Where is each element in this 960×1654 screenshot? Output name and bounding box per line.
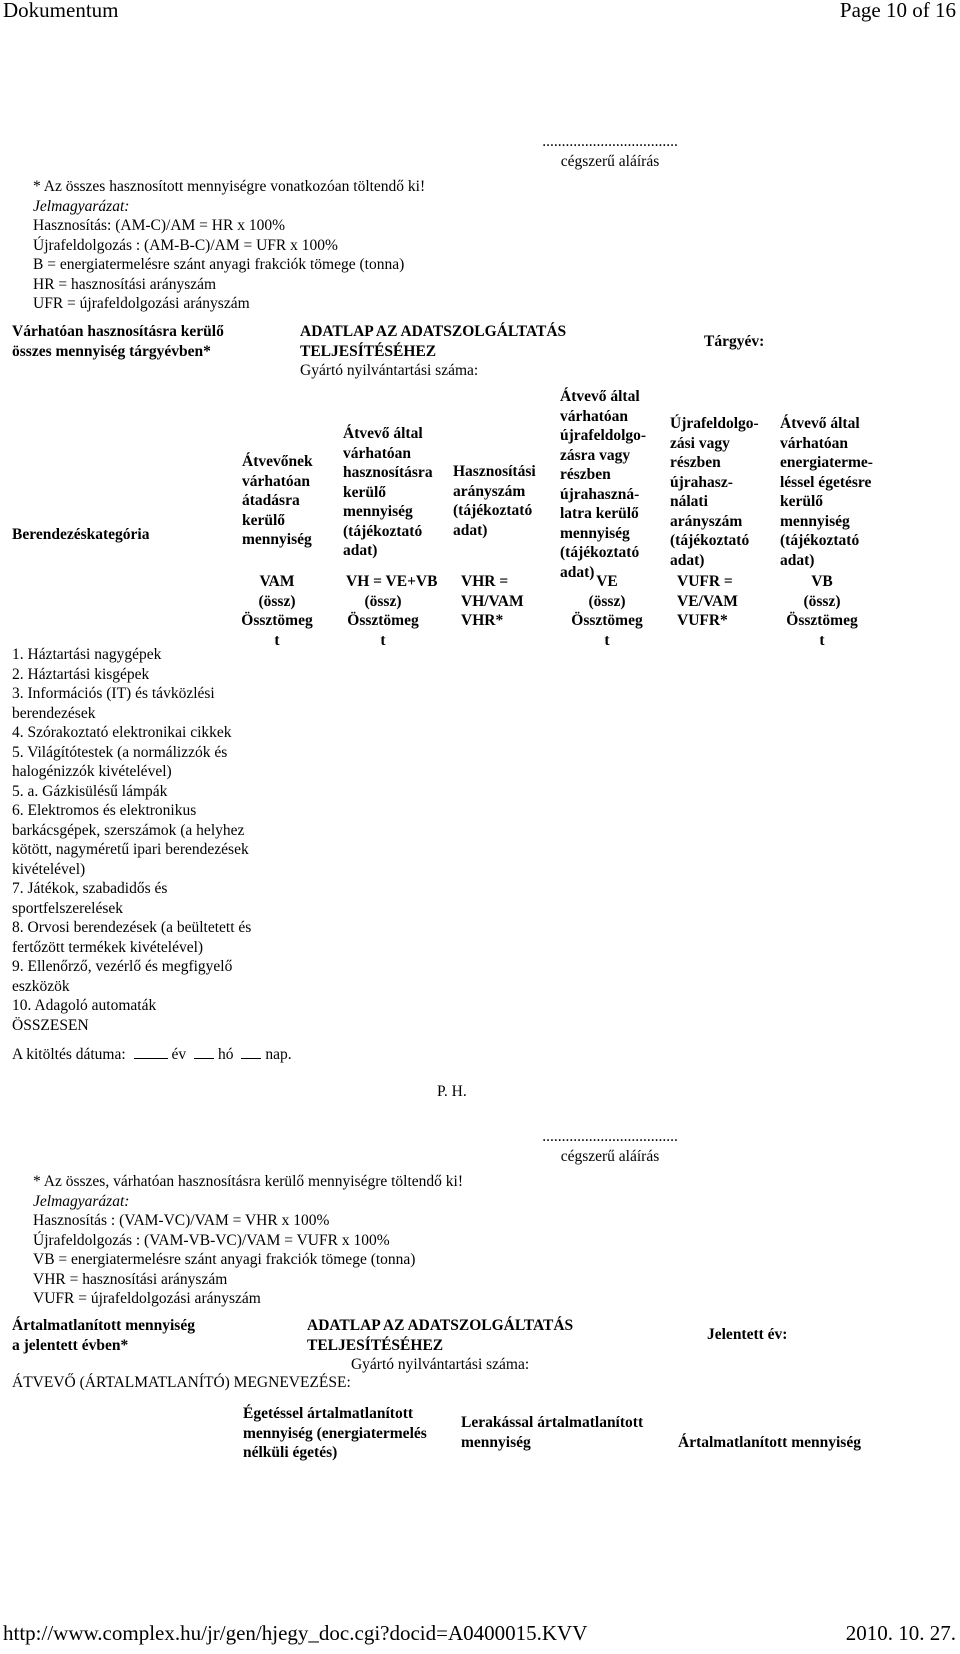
column-header-line: kerülő <box>343 483 387 501</box>
fill-date-label: A kitöltés dátuma: <box>12 1046 126 1063</box>
column-header-line: arányszám <box>670 512 743 530</box>
column-header-line: várhatóan <box>560 407 629 425</box>
subheader-vh <box>346 572 437 650</box>
list-item: sportfelszerelések <box>12 899 124 917</box>
column-header-line: Égetéssel ártalmatlanított <box>243 1405 414 1422</box>
column-header-line: nálati <box>670 493 708 510</box>
column-header-line: várhatóan <box>780 434 849 452</box>
list-item: kötött, nagyméretű ipari berendezések <box>12 841 249 858</box>
section-left-title <box>12 322 224 361</box>
legend-line: Hasznosítás: (AM-C)/AM = HR x 100% <box>33 217 285 234</box>
form-title-block <box>307 1316 573 1375</box>
legend-note: * Az összes, várhatóan hasznosításra kerülő mennyiségre töltendő ki! <box>33 1173 464 1190</box>
column-header-line: Átvevő által <box>780 415 860 432</box>
page-number: Page 10 of 16 <box>839 0 956 22</box>
day-label: nap. <box>265 1046 292 1063</box>
column-header-line: VE <box>596 573 618 590</box>
column-header-line: átadásra <box>242 492 300 509</box>
signature-dots: ................................... <box>542 1128 678 1145</box>
column-header-vb <box>780 414 873 570</box>
column-header-vhr <box>453 462 536 540</box>
column-header-line: (össz) <box>364 592 402 610</box>
column-header-line: mennyiség (energiatermelés <box>243 1424 427 1442</box>
registration-label: Gyártó nyilvántartási száma: <box>350 1356 530 1373</box>
column-header-vam <box>242 452 313 550</box>
legend-line: Újrafeldolgozás : (AM-B-C)/AM = UFR x 100% <box>33 236 338 254</box>
column-header-line: Össztömeg <box>347 612 419 629</box>
column-header-line: adat) <box>780 551 815 569</box>
column-header-line: Átvevő által <box>560 388 640 405</box>
column-header-line: mennyiség <box>242 531 312 548</box>
signature-label: cégszerű aláírás <box>560 1147 660 1165</box>
list-item: 6. Elektromos és elektronikus <box>12 802 197 819</box>
year-blank[interactable] <box>134 1057 168 1059</box>
legend-line: Újrafeldolgozás : (VAM-VB-VC)/VAM = VUFR x 100% <box>33 1231 390 1249</box>
legend-block <box>33 1172 463 1309</box>
column-header-line: léssel égetésre <box>780 473 872 491</box>
column-header-line: kerülő <box>242 511 286 529</box>
subheader-vb <box>772 572 872 650</box>
column-header-line: mennyiség <box>343 503 413 520</box>
subheader-vufr <box>677 572 738 631</box>
legend-line: HR = hasznosítási arányszám <box>33 275 217 293</box>
column-header-line: arányszám <box>453 482 526 500</box>
column-header-incineration <box>243 1404 427 1463</box>
signature-label: cégszerű aláírás <box>560 152 660 170</box>
column-header-line: újrahaszná- <box>560 485 640 503</box>
list-item: halogénizzók kivételével) <box>12 763 172 780</box>
column-header-line: adat) <box>560 563 595 581</box>
footer-url: http://www.complex.hu/jr/gen/hjegy_doc.cgi?docid=A0400015.KVV <box>3 1621 588 1645</box>
legend-note: * Az összes hasznosított mennyiségre vonatkozóan töltendő ki! <box>33 178 426 195</box>
column-header-line: mennyiség <box>560 524 630 542</box>
subheader-vam <box>232 572 322 650</box>
signature-dots: ................................... <box>542 133 678 150</box>
day-blank[interactable] <box>241 1057 261 1059</box>
category-list <box>12 645 251 1035</box>
column-header-line: (össz) <box>803 592 841 610</box>
column-header-line: adat) <box>453 521 488 539</box>
column-header-line: Átvevőnek <box>242 453 313 470</box>
form-title-line: TELJESÍTÉSÉHEZ <box>300 342 437 360</box>
signature-block <box>510 132 710 171</box>
column-header-line: újrahasz- <box>670 473 733 491</box>
section-left-title-line: összes mennyiség tárgyévben* <box>12 342 211 360</box>
legend-line: UFR = újrafeldolgozási arányszám <box>33 295 250 312</box>
category-column-header: Berendezéskategória <box>12 526 150 543</box>
column-header-line: VH = VE+VB <box>346 573 438 590</box>
list-item: 3. Információs (IT) és távközlési <box>12 685 215 702</box>
column-header-line: Átvevő által <box>343 425 423 442</box>
column-header-line: (tájékoztató <box>670 532 750 549</box>
registration-label: Gyártó nyilvántartási száma: <box>300 362 479 379</box>
column-header-line: várhatóan <box>343 444 412 462</box>
column-header-line: VUFR = <box>677 573 733 590</box>
column-header-line: VH/VAM <box>461 592 524 610</box>
column-header-line: Össztömeg <box>571 612 643 629</box>
list-item: 5. a. Gázkisülésű lámpák <box>12 782 168 800</box>
section-left-title-line: Ártalmatlanított mennyiség <box>12 1317 195 1334</box>
legend-title: Jelmagyarázat: <box>33 197 130 215</box>
column-header-line: t <box>380 631 386 649</box>
column-header-line: (tájékoztató <box>560 544 640 561</box>
fill-date-line <box>12 1045 292 1065</box>
column-header-line: újrafeldolgo- <box>560 427 647 444</box>
column-header-line: VHR = <box>461 573 509 590</box>
section-left-title-line: a jelentett évben* <box>12 1336 129 1354</box>
column-header-line: (tájékoztató <box>453 502 533 519</box>
list-item: 4. Szórakoztató elektronikai cikkek <box>12 724 232 741</box>
column-header-line: részben <box>560 466 611 483</box>
legend-line: VUFR = újrafeldolgozási arányszám <box>33 1290 261 1307</box>
column-header-line: várhatóan <box>242 472 311 490</box>
legend-line: VB = energiatermelésre szánt anyagi frakciók tömege (tonna) <box>33 1251 416 1268</box>
target-year-label: Tárgyév: <box>704 333 765 350</box>
column-header-line: t <box>274 631 280 649</box>
section-left-title-line: Várhatóan hasznosításra kerülő <box>12 323 224 340</box>
list-item: 10. Adagoló automaták <box>12 997 157 1014</box>
list-item: eszközök <box>12 977 70 995</box>
form-title-line: TELJESÍTÉSÉHEZ <box>307 1336 444 1354</box>
column-header-vufr <box>670 414 759 570</box>
column-header-landfill <box>461 1413 643 1452</box>
reported-year-label: Jelentett év: <box>707 1326 788 1343</box>
column-header-line: adat) <box>670 551 705 569</box>
list-item: 7. Játékok, szabadidős és <box>12 880 168 897</box>
month-label: hó <box>218 1046 234 1063</box>
column-header-line: Hasznosítási <box>453 463 536 480</box>
column-header-line: VHR* <box>461 612 504 629</box>
column-header-line: (össz) <box>588 592 626 610</box>
list-item: 2. Háztartási kisgépek <box>12 665 150 683</box>
form-title-block <box>300 322 566 381</box>
list-item: 1. Háztartási nagygépek <box>12 646 162 663</box>
legend-block <box>33 177 425 314</box>
column-header-line: nélküli égetés) <box>243 1444 338 1461</box>
column-header-line: zásra vagy <box>560 446 631 464</box>
column-header-line: Újrafeldolgo- <box>670 415 759 432</box>
legend-line: Hasznosítás : (VAM-VC)/VAM = VHR x 100% <box>33 1212 330 1229</box>
column-header-line: hasznosításra <box>343 464 433 481</box>
column-header-line: Lerakással ártalmatlanított <box>461 1414 644 1431</box>
column-header-line: (össz) <box>258 592 296 610</box>
column-header-line: latra kerülő <box>560 505 639 522</box>
column-header-line: VE/VAM <box>677 592 738 610</box>
legend-line: B = energiatermelésre szánt anyagi frakciók tömege (tonna) <box>33 256 405 273</box>
list-item: berendezések <box>12 704 96 722</box>
column-header-line: Össztömeg <box>241 612 313 629</box>
column-header-line: adat) <box>343 542 378 559</box>
column-header-line: t <box>819 631 825 649</box>
column-header-vh <box>343 424 433 561</box>
footer-date: 2010. 10. 27. <box>845 1621 956 1645</box>
column-header-line: mennyiség <box>780 512 850 530</box>
form-title-line: ADATLAP AZ ADATSZOLGÁLTATÁS <box>300 323 567 340</box>
column-header-line: Össztömeg <box>786 612 858 629</box>
legend-title: Jelmagyarázat: <box>33 1192 130 1210</box>
signature-block <box>510 1127 710 1166</box>
stamp-placeholder: P. H. <box>437 1083 467 1100</box>
list-item: kivételével) <box>12 860 86 878</box>
header-title: Dokumentum <box>3 0 119 22</box>
list-item: fertőzött termékek kivételével) <box>12 938 204 956</box>
column-header-line: zási vagy <box>670 434 730 452</box>
form-title-line: ADATLAP AZ ADATSZOLGÁLTATÁS <box>307 1317 574 1334</box>
column-header-line: VUFR* <box>677 612 728 629</box>
column-header-disposed-total: Ártalmatlanított mennyiség <box>678 1434 861 1451</box>
legend-line: VHR = hasznosítási arányszám <box>33 1270 228 1288</box>
list-item: 9. Ellenőrző, vezérlő és megfigyelő <box>12 958 233 975</box>
column-header-line: részben <box>670 454 721 471</box>
column-header-line: (tájékoztató <box>343 522 423 540</box>
section-left-title <box>12 1316 195 1355</box>
column-header-line: VB <box>811 573 833 590</box>
list-item: 8. Orvosi berendezések (a beültetett és <box>12 919 252 936</box>
column-header-line: energiaterme- <box>780 454 873 471</box>
year-label: év <box>171 1046 187 1063</box>
column-header-line: VAM <box>259 573 295 590</box>
list-item: ÖSSZESEN <box>12 1016 89 1034</box>
month-blank[interactable] <box>194 1057 214 1059</box>
subheader-vhr <box>461 572 524 631</box>
list-item: barkácsgépek, szerszámok (a helyhez <box>12 821 245 839</box>
column-header-line: kerülő <box>780 493 824 510</box>
list-item: 5. Világítótestek (a normálizzók és <box>12 743 228 761</box>
column-header-line: mennyiség <box>461 1433 531 1451</box>
subheader-ve <box>557 572 657 650</box>
column-header-line: (tájékoztató <box>780 532 860 549</box>
column-header-ve <box>560 387 646 582</box>
receiver-name-label: ÁTVEVŐ (ÁRTALMATLANÍTÓ) MEGNEVEZÉSE: <box>12 1374 351 1391</box>
column-header-line: t <box>604 631 610 649</box>
